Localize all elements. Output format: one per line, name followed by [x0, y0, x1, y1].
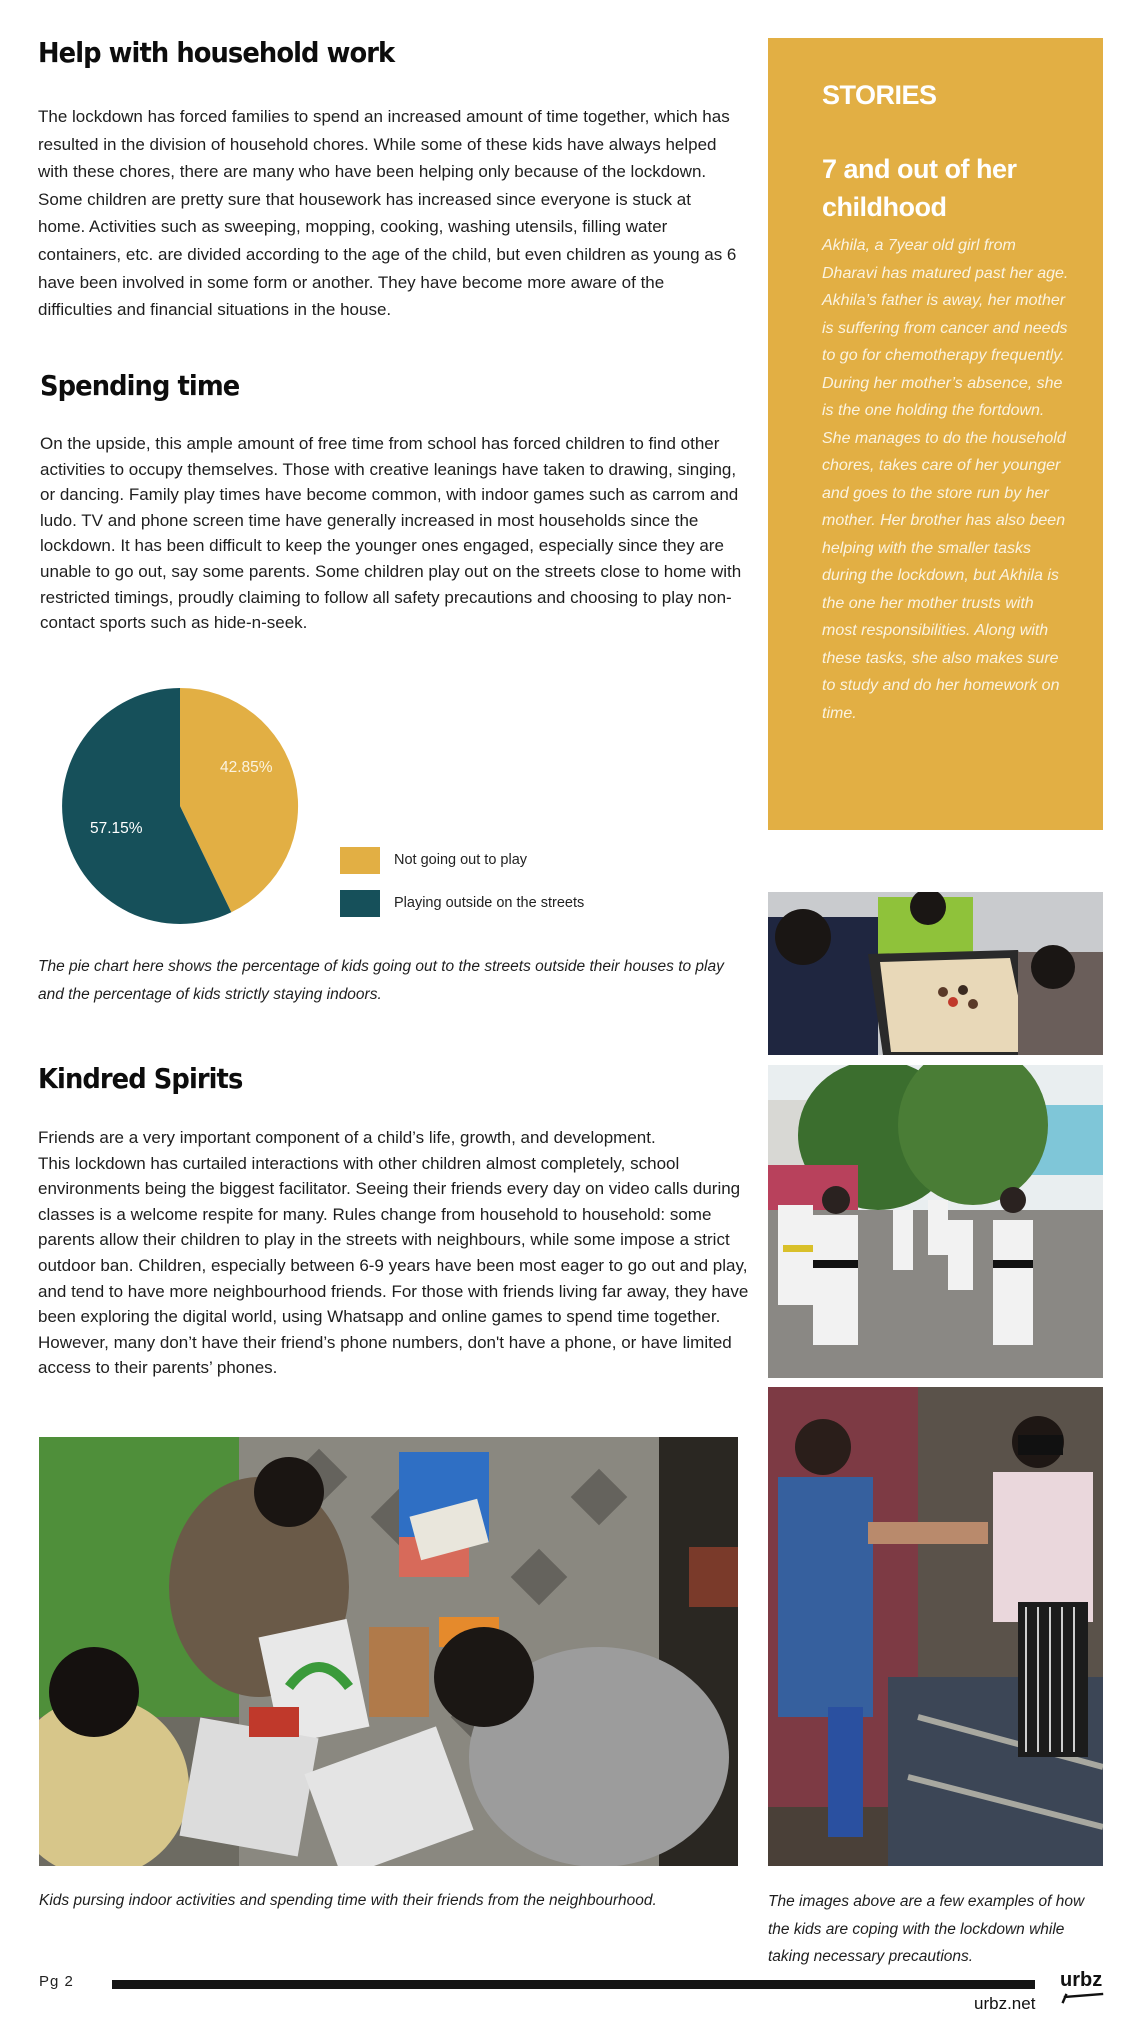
legend-swatch-yellow	[340, 847, 380, 874]
pie-chart-svg	[60, 686, 300, 926]
heading-kindred: Kindred Spirits	[38, 1062, 243, 1095]
pie-label-teal: 57.15%	[90, 820, 143, 837]
kindred-paragraph	[38, 1125, 750, 1381]
karate-photo-image	[768, 1065, 1103, 1378]
kids-drawing-photo	[39, 1437, 738, 1866]
legend-label: Not going out to play	[394, 852, 528, 868]
kindred-body: This lockdown has curtailed interactions with other children almost completely, school environments being the biggest facilitator. Seeing their friends every day on video calls during classes is a welcome respite for many. Rules change from household to household: some parents allow their children to play in the streets with neighbours, while some impose a strict outdoor ban. Children, especially between 6-9 years have been most eager to go out and play, and tend to have more neighbourhood friends. For those with friends living far away, they have been exploring the digital world, using Whatsapp and online games to spend time together. However, many don’t have their friend’s phone numbers, don't have a phone, or have limited access to their parents’ phones.	[38, 1153, 749, 1378]
site-url[interactable]: urbz.net	[974, 1994, 1036, 2013]
girls-photo-image	[768, 1387, 1103, 1866]
photo-caption-left: Kids pursing indoor activities and spending time with their friends from the neighbourhood.	[39, 1892, 657, 1909]
footer-rule	[112, 1980, 1035, 1989]
legend-item-not-going-out	[340, 846, 527, 874]
photo-caption-right: The images above are a few examples of how the kids are coping with the lockdown while taking necessary precautions.	[768, 1893, 1085, 1965]
kindred-line-1: Friends are a very important component of a child’s life, growth, and development.	[38, 1128, 656, 1147]
urbz-logo-text: urbz	[1060, 1969, 1103, 1991]
logo-check-icon	[1060, 1990, 1104, 2004]
carrom-photo-image	[768, 892, 1103, 1055]
pie-caption: The pie chart here shows the percentage of kids going out to the streets outside their houses to play and the percentage of kids strictly staying indoors.	[38, 958, 724, 1003]
girls-holding-hands-photo	[768, 1387, 1103, 1866]
story-title: 7 and out of her childhood	[822, 154, 1017, 222]
karate-class-photo	[768, 1065, 1103, 1378]
legend-item-playing-outside	[340, 889, 584, 917]
drawing-photo-image	[39, 1437, 738, 1866]
legend-swatch-teal	[340, 890, 380, 917]
carrom-game-photo	[768, 892, 1103, 1055]
stories-kicker: STORIES	[822, 80, 937, 110]
urbz-logo	[1060, 1970, 1104, 2004]
heading-household: Help with household work	[38, 36, 395, 69]
legend-label: Playing outside on the streets	[394, 895, 585, 911]
pie-label-yellow: 42.85%	[220, 759, 273, 776]
pie-chart	[60, 686, 300, 926]
heading-spending: Spending time	[40, 369, 240, 402]
household-paragraph: The lockdown has forced families to spend an increased amount of time together, which has resulted in the division of household chores. While some of these kids have always helped with these chores, there are many who have been helping only because of the lockdown. Some children are pretty sure that housework has increased since everyone is stuck at home. Activities such as sweeping, mopping, cooking, washing utensils, filling water containers, etc. are divided according to the age of the child, but even children as young as 6 have been involved in some form or another. They have become more aware of the difficulties and financial situations in the house.	[38, 107, 737, 320]
stories-sidebar	[768, 38, 1103, 830]
spending-paragraph: On the upside, this ample amount of free time from school has forced children to find other activities to occupy themselves. Those with creative leanings have taken to drawing, singing, or dancing. Family play times have become common, with indoor games such as carrom and ludo. TV and phone screen time have generally increased in most households since the lockdown. It has been difficult to keep the younger ones engaged, especially since they are unable to go out, say some parents. Some children play out on the streets close to home with restricted timings, proudly claiming to follow all safety precautions and choosing to play non-contact sports such as hide-n-seek.	[40, 434, 742, 633]
page-number: Pg 2	[39, 1973, 74, 1990]
story-body: Akhila, a 7year old girl from Dharavi has matured past her age. Akhila’s father is away, her mother is suffering from cancer and needs to go for chemotherapy frequently. During her mother’s absence, she is the one holding the fortdown. She manages to do the household chores, takes care of her younger and goes to the store run by her mother. Her brother has also been helping with the smaller tasks during the lockdown, but Akhila is the one her mother trusts with most responsibilities. Along with these tasks, she also makes sure to study and do her homework on time.	[822, 237, 1069, 722]
